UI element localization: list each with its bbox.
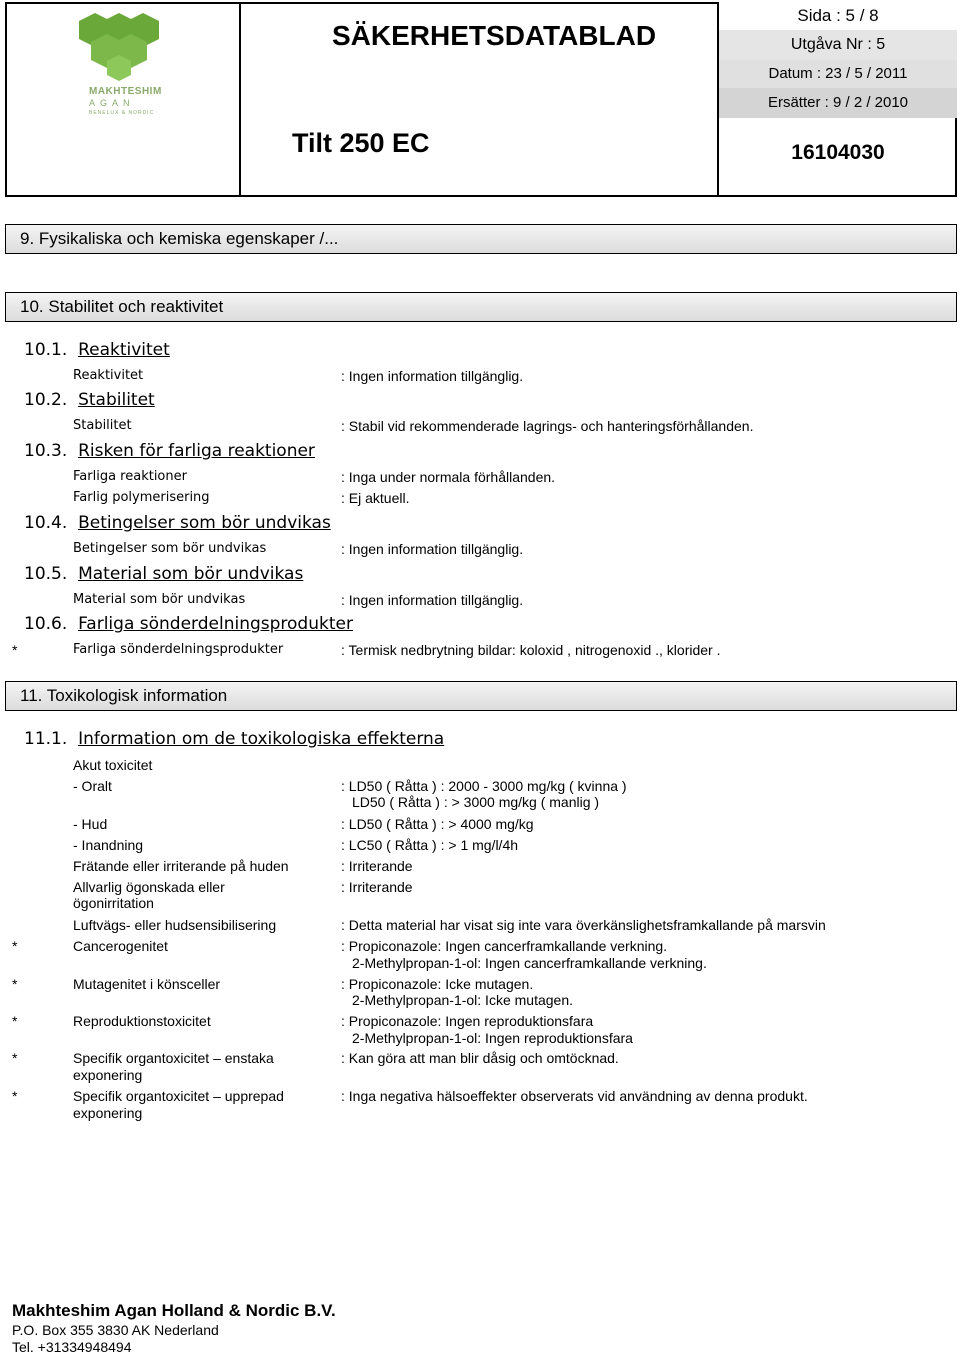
value-cancerogenitet-2: 2-Methylpropan-1-ol: Ingen cancerframkallande verkning. bbox=[352, 955, 707, 971]
label-mutagenitet: Mutagenitet i könsceller bbox=[73, 976, 221, 992]
value-hud: : LD50 ( Råtta ) : > 4000 mg/kg bbox=[341, 816, 534, 832]
replaces-date: Ersätter : 9 / 2 / 2010 bbox=[719, 88, 957, 118]
heading-11-1: 11.1. Information om de toxikologiska effekterna bbox=[24, 729, 445, 749]
value-mutagenitet-1: : Propiconazole: Icke mutagen. bbox=[341, 976, 534, 992]
section-11-bar: 11. Toxikologisk information bbox=[5, 681, 957, 711]
value-stot-single: : Kan göra att man blir dåsig och omtöcknad. bbox=[341, 1050, 619, 1066]
date: Datum : 23 / 5 / 2011 bbox=[719, 60, 957, 88]
label-reproduktionstoxicitet: Reproduktionstoxicitet bbox=[73, 1013, 211, 1029]
footer-address: P.O. Box 355 3830 AK Nederland bbox=[12, 1322, 219, 1338]
value-cancerogenitet-1: : Propiconazole: Ingen cancerframkallande verkning. bbox=[341, 938, 668, 954]
label-reaktivitet: Reaktivitet bbox=[73, 368, 144, 383]
section-9-bar: 9. Fysikaliska och kemiska egenskaper /... bbox=[5, 224, 957, 254]
value-oralt-1: : LD50 ( Råtta ) : 2000 - 3000 mg/kg ( kvinna ) bbox=[341, 778, 627, 794]
changed-marker: * bbox=[12, 976, 18, 992]
label-farlig-polymerisering: Farlig polymerisering bbox=[73, 490, 210, 505]
logo-text-makhteshim: MAKHTESHIM bbox=[89, 86, 162, 97]
label-stot-single-2: exponering bbox=[73, 1067, 143, 1083]
label-fratande: Frätande eller irriterande på huden bbox=[73, 858, 289, 874]
changed-marker: * bbox=[12, 938, 18, 954]
label-ogonskada-1: Allvarlig ögonskada eller bbox=[73, 879, 225, 895]
document-title: SÄKERHETSDATABLAD bbox=[332, 20, 657, 51]
value-farliga-reaktioner: : Inga under normala förhållanden. bbox=[341, 469, 556, 485]
value-material: : Ingen information tillgänglig. bbox=[341, 592, 524, 608]
heading-10-6: 10.6. Farliga sönderdelningsprodukter bbox=[24, 614, 353, 634]
heading-10-1: 10.1. Reaktivitet bbox=[24, 340, 170, 360]
value-ogonskada: : Irriterande bbox=[341, 879, 413, 895]
changed-marker: * bbox=[12, 1088, 18, 1104]
value-mutagenitet-2: 2-Methylpropan-1-ol: Icke mutagen. bbox=[352, 992, 573, 1008]
label-akut-toxicitet: Akut toxicitet bbox=[73, 757, 153, 773]
value-reproduktion-1: : Propiconazole: Ingen reproduktionsfara bbox=[341, 1013, 594, 1029]
value-reaktivitet: : Ingen information tillgänglig. bbox=[341, 368, 524, 384]
value-luftvags: : Detta material har visat sig inte vara överkänslighetsframkallande på marsvin bbox=[341, 917, 826, 933]
label-cancerogenitet: Cancerogenitet bbox=[73, 938, 168, 954]
label-farliga-reaktioner: Farliga reaktioner bbox=[73, 469, 187, 484]
label-betingelser: Betingelser som bör undvikas bbox=[73, 541, 267, 556]
value-fratande: : Irriterande bbox=[341, 858, 413, 874]
section-10-bar: 10. Stabilitet och reaktivitet bbox=[5, 292, 957, 322]
heading-10-3: 10.3. Risken för farliga reaktioner bbox=[24, 441, 315, 461]
logo-text-benelux: BENELUX & NORDIC bbox=[89, 110, 155, 116]
value-sonderdelning: : Termisk nedbrytning bildar: koloxid , nitrogenoxid ., klorider . bbox=[341, 642, 721, 658]
value-stabilitet: : Stabil vid rekommenderade lagrings- och hanteringsförhållanden. bbox=[341, 418, 754, 434]
value-betingelser: : Ingen information tillgänglig. bbox=[341, 541, 524, 557]
label-material: Material som bör undvikas bbox=[73, 592, 246, 607]
footer-company: Makhteshim Agan Holland & Nordic B.V. bbox=[12, 1301, 336, 1320]
heading-10-4: 10.4. Betingelser som bör undvikas bbox=[24, 513, 331, 533]
value-oralt-2: LD50 ( Råtta ) : > 3000 mg/kg ( manlig ) bbox=[352, 794, 600, 810]
footer-telephone: Tel. +31334948494 bbox=[12, 1339, 132, 1355]
label-oralt: - Oralt bbox=[73, 778, 112, 794]
label-hud: - Hud bbox=[73, 816, 108, 832]
logo-text-agan: AGAN bbox=[89, 98, 135, 108]
label-stabilitet: Stabilitet bbox=[73, 418, 132, 433]
changed-marker: * bbox=[12, 642, 18, 658]
logo-cell bbox=[5, 2, 241, 197]
label-stot-single-1: Specifik organtoxicitet – enstaka bbox=[73, 1050, 274, 1066]
label-inandning: - Inandning bbox=[73, 837, 144, 853]
value-stot-repeated: : Inga negativa hälsoeffekter observerats vid användning av denna produkt. bbox=[341, 1088, 808, 1104]
heading-10-2: 10.2. Stabilitet bbox=[24, 390, 155, 410]
changed-marker: * bbox=[12, 1013, 18, 1029]
page-number: Sida : 5 / 8 bbox=[719, 2, 957, 30]
heading-10-5: 10.5. Material som bör undvikas bbox=[24, 564, 304, 584]
value-reproduktion-2: 2-Methylpropan-1-ol: Ingen reproduktionsfara bbox=[352, 1030, 633, 1046]
label-ogonskada-2: ögonirritation bbox=[73, 895, 154, 911]
label-stot-repeated-2: exponering bbox=[73, 1105, 143, 1121]
product-name: Tilt 250 EC bbox=[292, 128, 430, 158]
value-inandning: : LC50 ( Råtta ) : > 1 mg/l/4h bbox=[341, 837, 519, 853]
value-farlig-polymerisering: : Ej aktuell. bbox=[341, 490, 410, 506]
label-stot-repeated-1: Specifik organtoxicitet – upprepad bbox=[73, 1088, 284, 1104]
edition-number: Utgåva Nr : 5 bbox=[719, 30, 957, 60]
document-number: 16104030 bbox=[791, 141, 885, 164]
label-luftvags: Luftvägs- eller hudsensibilisering bbox=[73, 917, 277, 933]
label-sonderdelning: Farliga sönderdelningsprodukter bbox=[73, 642, 284, 657]
changed-marker: * bbox=[12, 1050, 18, 1066]
